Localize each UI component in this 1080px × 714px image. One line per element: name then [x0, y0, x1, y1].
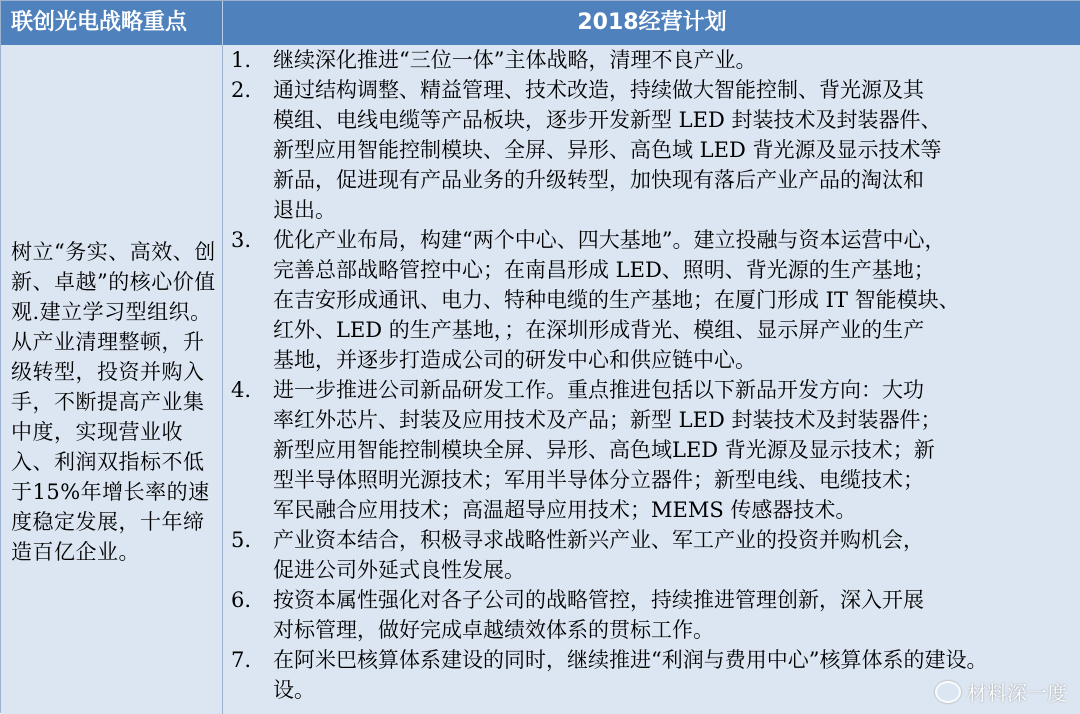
- plan-item-number: 1.: [231, 48, 252, 72]
- plan-item-number: 5.: [231, 528, 252, 552]
- header-left-title: 联创光电战略重点: [11, 10, 188, 35]
- strategy-cell: [1, 45, 222, 714]
- watermark: [935, 677, 1067, 706]
- watermark-text: 材料深一度: [967, 681, 1067, 705]
- plan-item-number: 3.: [231, 228, 252, 252]
- plan-item-number: 6.: [231, 588, 252, 612]
- plan-item-number: 4.: [231, 378, 252, 402]
- plan-item-text: 产业资本结合，积极寻求战略性新兴产业、军工产业的投资并购机会， 促进公司外延式良性发展。: [273, 528, 924, 582]
- strategy-text: 树立“务实、高效、创新、卓越”的核心价值观.建立学习型组织。从产业清理整顿，升级转型，投资并购入手，不断提高产业集中度，实现营业收入、利润双指标不低于15%年增长率的速度稳定发展，十年缔造百亿企业。: [11, 240, 216, 564]
- plan-item-text: 继续深化推进“三位一体”主体战略，清理不良产业。: [273, 48, 757, 72]
- plan-item-text: 在阿米巴核算体系建设的同时，继续推进“利润与费用中心”核算体系的建设。 设。: [273, 648, 988, 702]
- plan-item-text: 通过结构调整、精益管理、技术改造，持续做大智能控制、背光源及其 模组、电线电缆等产品板块，逐步开发新型 LED 封装技术及封装器件、 新型应用智能控制模块、全屏、异形、高色域 LED 背光源及显示技术等 新品，促进现有产品业务的升级转型，加快现有落后产业产品的淘汰和 退出。: [273, 78, 942, 222]
- plan-item-text: 优化产业布局，构建“两个中心、四大基地”。建立投融与资本运营中心， 完善总部战略管控中心；在南昌形成 LED、照明、背光源的生产基地； 在吉安形成通讯、电力、特种电缆的生产基地；在厦门形成 IT 智能模块、 红外、LED 的生产基地，；在深圳形成背光、模组、显示屏产业的生产 基地，并逐步打造成公司的研发中心和供应链中心。: [273, 228, 960, 372]
- plan-cell: [223, 45, 1080, 714]
- wechat-icon: [935, 681, 961, 703]
- plan-item-number: 7.: [231, 648, 252, 672]
- plan-item-number: 2.: [231, 78, 252, 102]
- plan-item-text: 按资本属性强化对各子公司的战略管控，持续推进管理创新，深入开展 对标管理，做好完成卓越绩效体系的贯标工作。: [273, 588, 924, 642]
- table-header: [1, 1, 1080, 45]
- plan-item-text: 进一步推进公司新品研发工作。重点推进包括以下新品开发方向：大功 率红外芯片、封装及应用技术及产品；新型 LED 封装技术及封装器件； 新型应用智能控制模块全屏、异形、高色域LED 背光源及显示技术；新 型半导体照明光源技术；军用半导体分立器件；新型电线、电缆技术； 军民融合应用技术；高温超导应用技术；MEMS 传感器技术。: [273, 378, 942, 522]
- header-right-title: 2018经营计划: [577, 10, 727, 35]
